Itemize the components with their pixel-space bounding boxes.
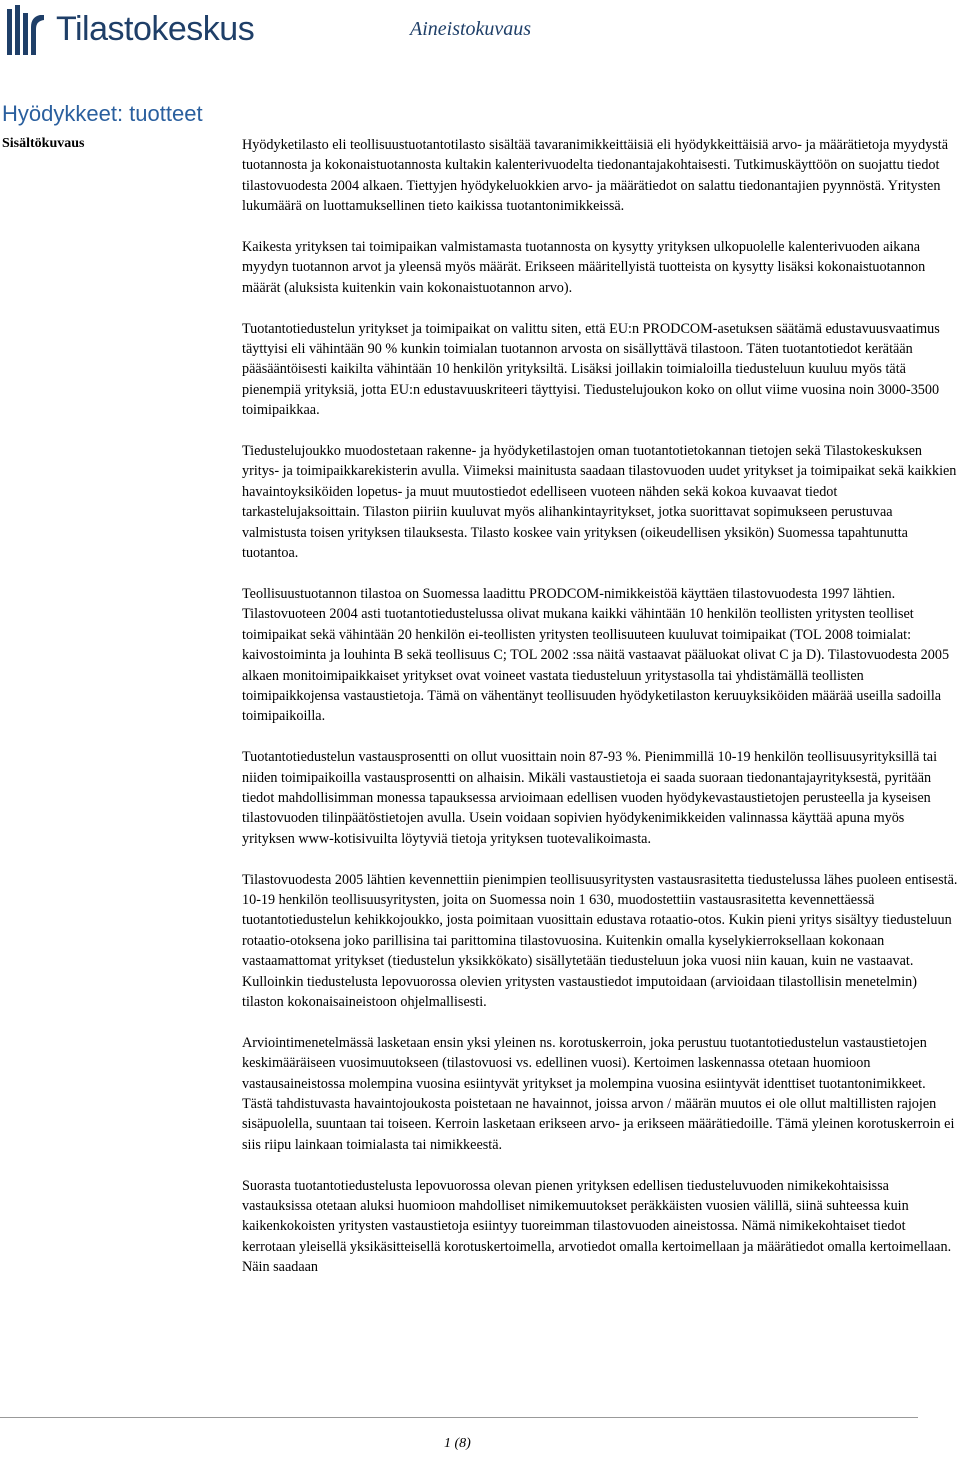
footer-divider	[0, 1417, 918, 1418]
page-header	[0, 0, 960, 60]
paragraph: Kaikesta yrityksen tai toimipaikan valmistamasta tuotannosta on kysytty yrityksen ulkopuolelle kalenterivuoden aikana myydyn tuotannon arvot ja yleensä myös määrät. Erikseen määritellyistä tuotteista on kysytty lisäksi kokonaistuotannon määrät (aluksista kuitenkin vain kokonaistuotannon arvo).	[242, 239, 926, 296]
paragraph: Suorasta tuotantotiedustelusta lepovuorossa olevan pienen yrityksen edellisen tiedusteluvuoden nimikekohtaisissa vastauksissa otetaan aluksi huomioon mahdolliset nimikemuutokset peräkkäisten vuosien välillä, siinä suhteessa kuin kaikenkokoisten yritysten vastaustietoja esiintyy tuoreimman tilastovuoden aineistossa. Nämä nimikekohtaiset tiedot kerrotaan yleisellä yksikäsitteisellä korotuskertoimella, arvotiedot omalla kertoimellaan ja määrätiedot omalla kertoimellaan. Näin saadaan	[242, 1177, 952, 1276]
page-title: Hyödykkeet: tuotteet	[2, 101, 203, 126]
paragraph: Tuotantotiedustelun vastausprosentti on ollut vuosittain noin 87-93 %. Pienimmillä 10-19 henkilön teollisuusyrityksillä tai niiden toimipaikoilla vastausprosentti on alhaisin. Mikäli vastaustietoja ei saada suoraan tiedonantajayrityksestä, pyritään tiedot mahdollisimman monessa tapauksessa arvioimaan edellisen vuoden hyödykevastaustietojen perusteella ja kyseisen tilastovuoden tilinpäätöstietojen avulla. Usein voidaan sopivien hyödykenimikkeiden valinnassa käyttää apuna myös yrityksen www-kotisivuilta löytyviä tietoja yrityksen tuotevalikoimasta.	[242, 749, 938, 847]
paragraph: Tuotantotiedustelun yritykset ja toimipaikat on valittu siten, että EU:n PRODCOM-asetuksen säätämä edustavuusvaatimus täyttyisi eli vähintään 90 % kunkin toimialan tuotannon arvosta on sisällyttävä tilastoon. Täten tuotantotiedot kerätään pääsääntöisesti kaikilta vähintään 10 henkilön yrityksiltä. Lisäksi joillakin toimialoilla tiedusteluun kuuluu myös tätä pienempiä yrityksiä, jotta EU:n edustavuuskriteeri täyttyisi. Tiedustelujoukon koko on ollut viime vuosina noin 3000-3500 toimipaikkaa.	[242, 320, 940, 419]
paragraph: Tilastovuodesta 2005 lähtien kevennettiin pienimpien teollisuusyritysten vastausrasitetta tiedustelussa lähes puoleen entisestä. 10-19 henkilön teollisuusyritysten, joita on Suomessa noin 1 630, muodostettiin vastausrasitetta kevennettäessä tuotantotiedustelun kehikkojoukko, josta poimitaan vuosittain edustava rotaatio-otos. Kukin pieni yritys sisältyy tiedusteluun rotaatio-otoksena joko parillisina tai parittomina tilastovuosina. Kuitenkin omalla kyselykierroksellaan kokonaan vastaamattomat yritykset (tiedustelun yksikkökato) sisällytetään tiedusteluun joka vuosi niin kauan, kuin ne vastaavat. Kulloinkin tiedustelusta lepovuorossa olevien yritysten vastaustiedot imputoidaan (arvioidaan tilastollisin menetelmin) tilaston kokonaisaineistoon ohjelmallisesti.	[242, 871, 958, 1010]
document-type-label: Aineistokuvaus	[410, 18, 532, 40]
logo-mark-icon	[4, 3, 50, 55]
page-number: 1 (8)	[444, 1436, 471, 1451]
section-label: Sisältökuvaus	[2, 136, 85, 151]
paragraph: Tiedustelujoukko muodostetaan rakenne- ja hyödyketilastojen oman tuotantotietokannan tietojen sekä Tilastokeskuksen yritys- ja toimipaikkarekisterin avulla. Viimeksi mainitusta saadaan tilastovuoden uudet yritykset ja toimipaikat sekä kaikkien havaintoyksiköiden lopetus- ja muut muutostiedot edelliseen vuoteen nähden sekä kokoa kuvaavat tiedot tarkastelujaksoittain. Tilaston piiriin kuuluvat myös alihankintayritykset, jotka suorittavat sopimukseen perustuvaa valmistusta toisen yrityksen tilauksesta. Tilasto koskee vain yrityksen (oikeudellisen yksikön) Suomessa tapahtunutta tuotantoa.	[242, 443, 957, 562]
paragraph: Hyödyketilasto eli teollisuustuotantotilasto sisältää tavaranimikkeittäisiä eli hyödykkeittäisiä arvo- ja määrätietoja myydystä tuotannosta ja kokonaistuotannosta kultakin kalenterivuodelta tiedonantajakohtaisesti. Tutkimuskäyttöön on suojattu tiedot tilastovuodesta 2004 alkaen. Tiettyjen hyödykeluokkien arvo- ja määrätiedot on salattu tiedonantajien pyynnöstä. Yritysten lukumäärä on luottamuksellinen tieto kaikissa tuotantonimikkeissä.	[242, 137, 949, 215]
paragraph: Teollisuustuotannon tilastoa on Suomessa laadittu PRODCOM-nimikkeistöä käyttäen tilastovuodesta 1997 lähtien. Tilastovuoteen 2004 asti tuotantotiedustelussa olivat mukana kaikki vähintään 10 henkilön teollisten yritysten teolliset toimipaikat sekä vähintään 20 henkilön ei-teollisten yritysten teollisuuteen kuuluvat toimipaikat (TOL 2008 toimialat: kaivostoiminta ja louhinta B sekä teollisuus C; TOL 2002 :ssa näitä vastaavat pääluokat olivat C ja D). Tilastovuodesta 2005 alkaen monitoimipaikkaiset yritykset ovat voineet vastata tiedusteluun yritystasolla tai yhdistämällä teollisten toimipaikkojensa vastaustietoja. Tämä on vähentänyt teollisuuden hyödyketilaston keruuyksiköiden määrää useilla sadoilla toimipaikoilla.	[242, 585, 950, 725]
tilastokeskus-logo	[4, 2, 254, 56]
paragraph: Arviointimenetelmässä lasketaan ensin yksi yleinen ns. korotuskerroin, joka perustuu tuotantotiedustelun vastaustietojen keskimääräiseen vuosimuutokseen (tilastovuosi vs. edellinen vuosi). Kertoimen laskennassa otetaan huomioon vastausaineistossa molempina vuosina esiintyvät yritykset ja molempina vuosina esiintyvät identtiset tuotantonimikkeet. Tästä tahdistuvasta havaintojoukosta poistetaan ne havainnot, joissa arvon / määrän muutos ei ole ollut maltillisten rajojen sisäpuolella, suuntaan tai toiseen. Kerroin lasketaan erikseen arvo- ja erikseen määrätiedoille. Tämä yleinen korotuskerroin ei siis riipu lainkaan toimialasta tai nimikkeestä.	[242, 1034, 955, 1153]
content-body	[242, 135, 958, 1298]
logo-text: Tilastokeskus	[56, 9, 255, 48]
